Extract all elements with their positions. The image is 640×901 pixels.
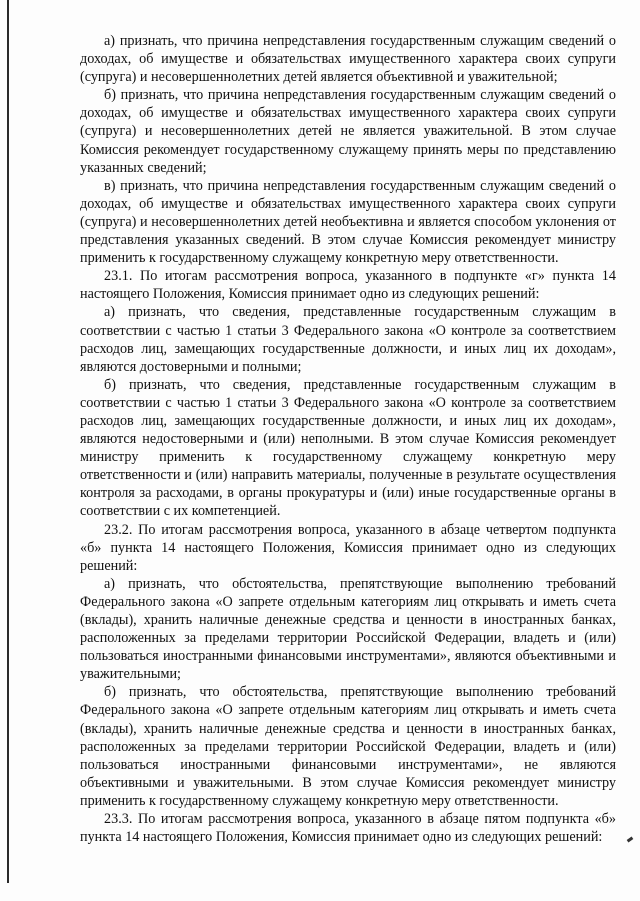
document-body [80,32,616,846]
paragraph-23-2: 23.2. По итогам рассмотрения вопроса, указанного в абзаце четвертом подпункта «б» пункта 14 настоящего Положения, Комиссия принимает одно из следующих решений: [80,521,616,574]
paragraph-23-2-b: б) признать, что обстоятельства, препятствующие выполнению требований Федерального закона «О запрете отдельным категориям лиц открывать и иметь счета (вклады), хранить наличные денежные средства и ценности в иностранных банках, расположенных за пределами территории Российской Федерации, владеть и (или) пользоваться иностранными финансовыми инструментами», не являются объективными и уважительными. В этом случае Комиссия рекомендует министру применить к государственному служащему конкретную меру ответственности. [80,684,616,809]
paragraph-23-1-b: б) признать, что сведения, представленные государственным служащим в соответствии с частью 1 статьи 3 Федерального закона «О контроле за соответствием расходов лиц, замещающих государственные должности, и иных лиц их доходам», являются недостоверными и (или) неполными. В этом случае Комиссия рекомендует министру применить к государственному служащему конкретную меру ответственности и (или) направить материалы, полученные в результате осуществления контроля за расходами, в органы прокуратуры и (или) иные государственные органы в соответствии с их компетенцией. [80,376,616,520]
scan-edge-line [7,0,9,883]
paragraph-23-3: 23.3. По итогам рассмотрения вопроса, указанного в абзаце пятом подпункта «б» пункта 14 настоящего Положения, Комиссия принимает одно из следующих решений: [80,811,616,846]
paragraph-23-2-a: а) признать, что обстоятельства, препятствующие выполнению требований Федерального закона «О запрете отдельным категориям лиц открывать и иметь счета (вклады), хранить наличные денежные средства и ценности в иностранных банках, расположенных за пределами территории Российской Федерации, владеть и (или) пользоваться иностранными финансовыми инструментами», являются объективными и уважительными; [80,575,616,683]
scan-mark [627,837,634,843]
paragraph-c-reason-evasion: в) признать, что причина непредставления государственным служащим сведений о доходах, об имуществе и обязательствах имущественного характера своих супруги (супруга) и несовершеннолетних детей необъективна и является способом уклонения от представления указанных сведений. В этом случае Комиссия рекомендует министру применить к государственному служащему конкретную меру ответственности. [80,177,616,267]
paragraph-a-reason-objective: а) признать, что причина непредставления государственным служащим сведений о доходах, об имуществе и обязательствах имущественного характера своих супруги (супруга) и несовершеннолетних детей является объективной и уважительной; [80,33,616,86]
paragraph-b-reason-not-valid: б) признать, что причина непредставления государственным служащим сведений о доходах, об имуществе и обязательствах имущественного характера своих супруги (супруга) и несовершеннолетних детей не является уважительной. В этом случае Комиссия рекомендует государственному служащему принять меры по представлению указанных сведений; [80,87,616,176]
paragraph-23-1: 23.1. По итогам рассмотрения вопроса, указанного в подпункте «г» пункта 14 настоящего Положения, Комиссия принимает одно из следующих решений: [80,268,616,303]
paragraph-23-1-a: а) признать, что сведения, представленные государственным служащим в соответствии с частью 1 статьи 3 Федерального закона «О контроле за соответствием расходов лиц, замещающих государственные должности, и иных лиц их доходам», являются достоверными и полными; [80,304,616,375]
